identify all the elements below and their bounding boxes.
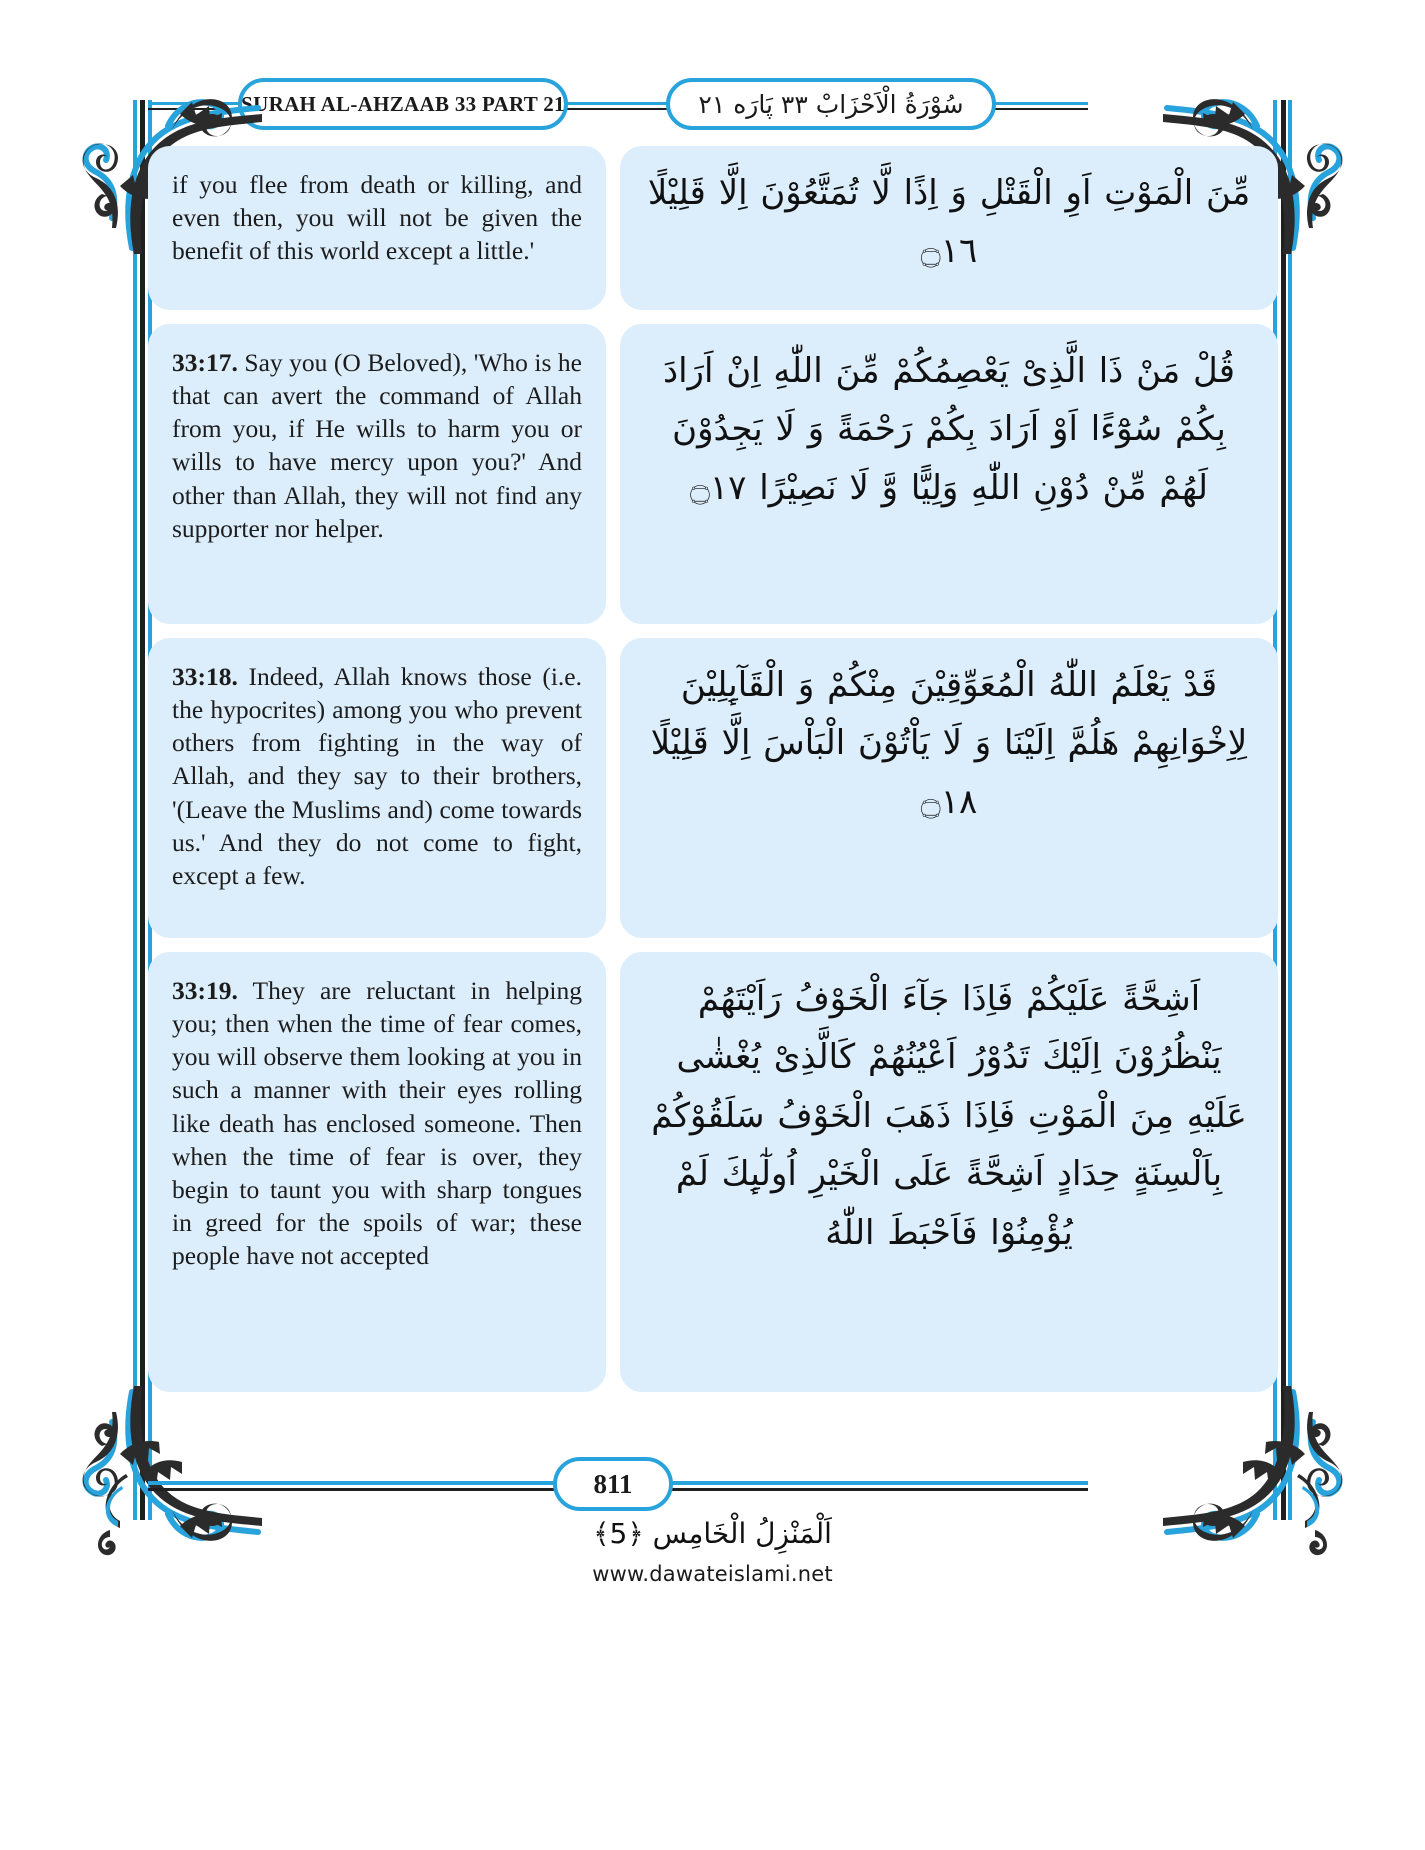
- translation-panel: [148, 324, 606, 624]
- header-rule-right-black: [988, 108, 1088, 110]
- translation-text: if you flee from death or killing, and even then, you will not be given the benefit of this world except a little.': [172, 170, 582, 266]
- border-left-outer-blue: [133, 100, 137, 1520]
- arabic-panel: [620, 324, 1278, 624]
- border-left-black: [140, 100, 145, 1520]
- arabic-text: مِّنَ الْمَوْتِ اَوِ الْقَتْلِ وَ اِذًا لَّا تُمَتَّعُوْنَ اِلَّا قَلِیْلًا ۝١٦: [647, 173, 1251, 272]
- border-right-black: [1281, 100, 1286, 1520]
- surah-title-badge: [238, 78, 568, 130]
- translation-panel: [148, 146, 606, 310]
- header-rule-right-blue: [988, 102, 1088, 105]
- header-rule-mid-blue: [560, 102, 675, 105]
- translation-text: 33:17. Say you (O Beloved), 'Who is he that can avert the command of Allah from you, if He wills to harm you or wills to have mercy upon you?' And other than Allah, they will not find any supporter nor helper.: [172, 348, 582, 543]
- verse-number: 33:19.: [172, 976, 238, 1005]
- translation-panel: [148, 952, 606, 1392]
- arabic-panel: [620, 146, 1278, 310]
- page-number-text: 811: [593, 1468, 633, 1499]
- arabic-panel: [620, 952, 1278, 1392]
- verse-block-33-18: [148, 638, 1278, 938]
- footer-rule-right-black: [668, 1488, 1088, 1491]
- verse-block-33-19: [148, 952, 1278, 1392]
- page-footer: [0, 1455, 1425, 1515]
- verse-block-33-17: [148, 324, 1278, 624]
- translation-panel: [148, 638, 606, 938]
- translation-text: 33:18. Indeed, Allah knows those (i.e. the hypocrites) among you who prevent others from fighting in the way of Allah, and they say to their brothers, '(Leave the Muslims and) come towards us.' And they do not come to fight, except a few.: [172, 662, 582, 890]
- header-rule-mid-black: [560, 108, 675, 110]
- verse-number: 33:17.: [172, 348, 238, 377]
- border-right-outer-blue: [1288, 100, 1292, 1520]
- website-url: www.dawateislami.net: [592, 1562, 833, 1586]
- manzil-caption: اَلْمَنْزِلُ الْخَامِس ﴿5﴾: [593, 1517, 832, 1550]
- verse-list: [148, 146, 1278, 1408]
- surah-title-arabic-text: سُوْرَةُ الْاَحْزَابْ ٣٣ پَارَه ٢١: [698, 89, 964, 119]
- footer-rule-right-blue: [668, 1481, 1088, 1485]
- verse-number: 33:18.: [172, 662, 238, 691]
- arabic-text: اَشِحَّةً عَلَیْكُمْ فَاِذَا جَآءَ الْخَوْفُ رَاَیْتَهُمْ یَنْظُرُوْنَ اِلَیْكَ تَدُوْرُ اَعْیُنُهُمْ كَالَّذِیْ یُغْشٰى عَلَیْهِ مِنَ الْمَوْتِ فَاِذَا ذَهَبَ الْخَوْفُ سَلَقُوْكُمْ بِاَلْسِنَةٍ حِدَادٍ اَشِحَّةً عَلَى الْخَیْرِ اُولٰٓىِٕكَ لَمْ یُؤْمِنُوْا فَاَحْبَطَ اللّٰهُ: [651, 979, 1247, 1253]
- arabic-text: قُلْ مَنْ ذَا الَّذِیْ یَعْصِمُكُمْ مِّنَ اللّٰهِ اِنْ اَرَادَ بِكُمْ سُوْٓءًا اَوْ اَرَادَ بِكُمْ رَحْمَةً وَ لَا یَجِدُوْنَ لَهُمْ مِّنْ دُوْنِ اللّٰهِ وَلِیًّا وَّ لَا نَصِیْرًا ۝١٧: [662, 351, 1236, 508]
- footer-rule-left-black: [148, 1488, 558, 1491]
- footer-rule-left-blue: [148, 1481, 558, 1485]
- verse-block-33-16-continuation: [148, 146, 1278, 310]
- surah-title-text: SURAH AL-AHZAAB 33 PART 21: [241, 91, 565, 116]
- surah-title-badge-arabic: [666, 78, 996, 130]
- page-number-badge: [553, 1457, 673, 1511]
- arabic-text: قَدْ یَعْلَمُ اللّٰهُ الْمُعَوِّقِیْنَ مِنْكُمْ وَ الْقَآىِٕلِیْنَ لِاِخْوَانِهِمْ هَلُمَّ اِلَیْنَا وَ لَا یَاْتُوْنَ الْبَاْسَ اِلَّا قَلِیْلًا ۝١٨: [650, 665, 1248, 822]
- translation-text: 33:19. They are reluctant in helping you; then when the time of fear comes, you will observe them looking at you in such a manner with their eyes rolling like death has enclosed someone. Then when the time of fear is over, they begin to taunt you with sharp tongues in greed for the spoils of war; these people have not accepted: [172, 976, 582, 1271]
- arabic-panel: [620, 638, 1278, 938]
